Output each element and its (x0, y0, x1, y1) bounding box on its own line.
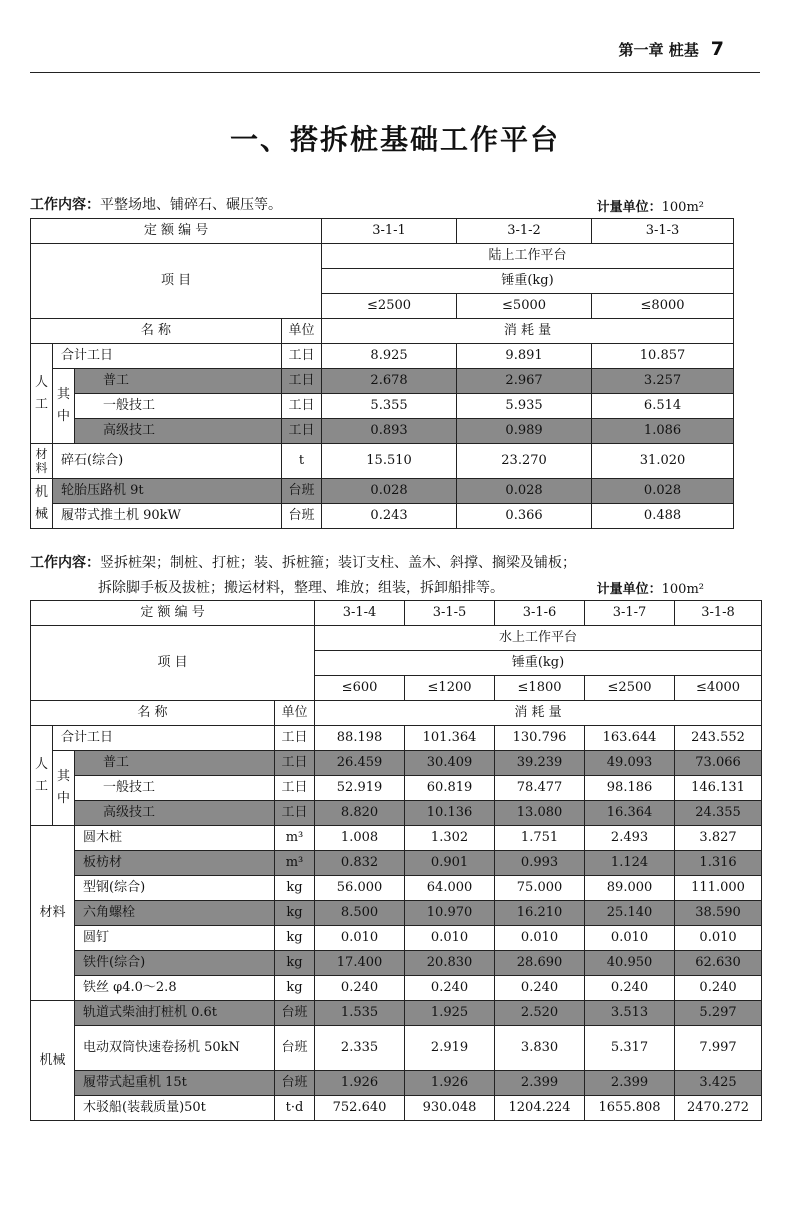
work-content-1 (30, 194, 282, 214)
cell-value: 2.335 (315, 1026, 405, 1071)
cell-value: 16.210 (495, 901, 585, 926)
cell-value: 16.364 (585, 801, 675, 826)
cell-value: 0.240 (315, 976, 405, 1001)
cell-value: 1.086 (592, 419, 734, 444)
quota-code: 3-1-2 (457, 219, 592, 244)
cell-value: 0.028 (592, 479, 734, 504)
cell-value: 2.493 (585, 826, 675, 851)
name-column-header: 名 称 (31, 319, 282, 344)
cell-value: 1.302 (405, 826, 495, 851)
cell-value: 5.355 (322, 394, 457, 419)
table-row (31, 951, 762, 976)
quota-code: 3-1-6 (495, 601, 585, 626)
row-unit: kg (275, 901, 315, 926)
table-row (31, 1096, 762, 1121)
row-unit: 工日 (275, 751, 315, 776)
cell-value: 52.919 (315, 776, 405, 801)
group-labor: 人工 (31, 344, 53, 444)
row-name: 六角螺栓 (75, 901, 275, 926)
row-name: 普工 (75, 369, 282, 394)
cell-value: 6.514 (592, 394, 734, 419)
cell-value: 5.317 (585, 1026, 675, 1071)
platform-type: 水上工作平台 (315, 626, 762, 651)
hammer-weight: ≤5000 (457, 294, 592, 319)
cell-value: 7.997 (675, 1026, 762, 1071)
cell-value: 17.400 (315, 951, 405, 976)
row-unit: 工日 (282, 344, 322, 369)
cell-value: 1204.224 (495, 1096, 585, 1121)
table-row (31, 776, 762, 801)
header-rule (30, 72, 760, 73)
item-label: 项 目 (31, 626, 315, 701)
page-header (619, 38, 724, 60)
cell-value: 0.993 (495, 851, 585, 876)
cell-value: 38.590 (675, 901, 762, 926)
row-name: 一般技工 (75, 394, 282, 419)
cell-value: 130.796 (495, 726, 585, 751)
table-row (31, 851, 762, 876)
item-label: 项 目 (31, 244, 322, 319)
group-machine: 机械 (31, 1001, 75, 1121)
cell-value: 20.830 (405, 951, 495, 976)
cell-value: 9.891 (457, 344, 592, 369)
cell-value: 56.000 (315, 876, 405, 901)
cell-value: 0.243 (322, 504, 457, 529)
hammer-weight-label: 锤重(kg) (315, 651, 762, 676)
row-unit: kg (275, 976, 315, 1001)
table-row (31, 876, 762, 901)
section-title: 一、搭拆桩基础工作平台 (229, 123, 560, 156)
cell-value: 2470.272 (675, 1096, 762, 1121)
cell-value: 752.640 (315, 1096, 405, 1121)
consumption-header: 消 耗 量 (315, 701, 762, 726)
row-name: 木驳船(装载质量)50t (75, 1096, 275, 1121)
hammer-weight: ≤2500 (585, 676, 675, 701)
row-name: 高级技工 (75, 801, 275, 826)
cell-value: 30.409 (405, 751, 495, 776)
table-row (31, 504, 734, 529)
quota-table-2 (30, 600, 762, 1121)
quota-number-label: 定 额 编 号 (31, 601, 315, 626)
name-column-header: 名 称 (31, 701, 275, 726)
cell-value: 10.970 (405, 901, 495, 926)
cell-value: 1.926 (405, 1071, 495, 1096)
cell-value: 98.186 (585, 776, 675, 801)
table-row (31, 826, 762, 851)
row-name: 轮胎压路机 9t (53, 479, 282, 504)
row-name: 铁件(综合) (75, 951, 275, 976)
cell-value: 0.028 (322, 479, 457, 504)
table-row (31, 344, 734, 369)
table-row (31, 926, 762, 951)
cell-value: 88.198 (315, 726, 405, 751)
cell-value: 0.010 (315, 926, 405, 951)
row-name: 合计工日 (53, 726, 275, 751)
row-unit: 工日 (275, 801, 315, 826)
cell-value: 0.366 (457, 504, 592, 529)
table-row (31, 751, 762, 776)
hammer-weight: ≤1200 (405, 676, 495, 701)
quota-table-1 (30, 218, 734, 529)
cell-value: 2.399 (495, 1071, 585, 1096)
measure-unit-label: 计量单位： (596, 200, 662, 215)
cell-value: 64.000 (405, 876, 495, 901)
quota-code: 3-1-3 (592, 219, 734, 244)
cell-value: 0.240 (675, 976, 762, 1001)
work-content-label: 工作内容： (30, 197, 100, 213)
cell-value: 3.257 (592, 369, 734, 394)
consumption-header: 消 耗 量 (322, 319, 734, 344)
cell-value: 78.477 (495, 776, 585, 801)
cell-value: 1.535 (315, 1001, 405, 1026)
cell-value: 2.919 (405, 1026, 495, 1071)
quota-code: 3-1-8 (675, 601, 762, 626)
cell-value: 62.630 (675, 951, 762, 976)
cell-value: 0.488 (592, 504, 734, 529)
row-unit: 台班 (282, 504, 322, 529)
cell-value: 0.901 (405, 851, 495, 876)
row-name: 轨道式柴油打桩机 0.6t (75, 1001, 275, 1026)
cell-value: 2.399 (585, 1071, 675, 1096)
cell-value: 26.459 (315, 751, 405, 776)
table-row (31, 1071, 762, 1096)
group-machine: 机械 (31, 479, 53, 529)
cell-value: 163.644 (585, 726, 675, 751)
cell-value: 0.832 (315, 851, 405, 876)
table-row (31, 479, 734, 504)
measure-unit-value: 100m² (661, 200, 704, 215)
row-name: 履带式推土机 90kW (53, 504, 282, 529)
cell-value: 5.297 (675, 1001, 762, 1026)
platform-type: 陆上工作平台 (322, 244, 734, 269)
cell-value: 5.935 (457, 394, 592, 419)
table-row (31, 444, 734, 479)
group-labor: 人工 (31, 726, 53, 826)
cell-value: 15.510 (322, 444, 457, 479)
cell-value: 0.240 (495, 976, 585, 1001)
row-unit: kg (275, 876, 315, 901)
work-content-2-line2 (98, 577, 504, 597)
row-unit: 台班 (282, 479, 322, 504)
cell-value: 1.926 (315, 1071, 405, 1096)
group-material: 材料 (31, 826, 75, 1001)
cell-value: 49.093 (585, 751, 675, 776)
cell-value: 243.552 (675, 726, 762, 751)
cell-value: 13.080 (495, 801, 585, 826)
row-name: 电动双筒快速卷扬机 50kN (75, 1026, 275, 1071)
cell-value: 39.239 (495, 751, 585, 776)
table-row (31, 726, 762, 751)
row-name: 合计工日 (53, 344, 282, 369)
group-among: 其中 (53, 751, 75, 826)
table-row (31, 976, 762, 1001)
table-row (31, 369, 734, 394)
cell-value: 73.066 (675, 751, 762, 776)
quota-code: 3-1-5 (405, 601, 495, 626)
cell-value: 0.028 (457, 479, 592, 504)
cell-value: 3.827 (675, 826, 762, 851)
row-name: 铁丝 φ4.0～2.8 (75, 976, 275, 1001)
work-content-label: 工作内容： (30, 555, 100, 571)
row-unit: t·d (275, 1096, 315, 1121)
table-row (31, 1001, 762, 1026)
cell-value: 28.690 (495, 951, 585, 976)
cell-value: 1.751 (495, 826, 585, 851)
row-unit: kg (275, 951, 315, 976)
cell-value: 1.925 (405, 1001, 495, 1026)
cell-value: 75.000 (495, 876, 585, 901)
cell-value: 2.967 (457, 369, 592, 394)
row-unit: m³ (275, 826, 315, 851)
cell-value: 2.520 (495, 1001, 585, 1026)
cell-value: 10.857 (592, 344, 734, 369)
row-unit: 台班 (275, 1026, 315, 1071)
hammer-weight: ≤1800 (495, 676, 585, 701)
cell-value: 930.048 (405, 1096, 495, 1121)
row-unit: 工日 (282, 369, 322, 394)
cell-value: 8.925 (322, 344, 457, 369)
group-among: 其中 (53, 369, 75, 444)
cell-value: 2.678 (322, 369, 457, 394)
cell-value: 60.819 (405, 776, 495, 801)
cell-value: 40.950 (585, 951, 675, 976)
cell-value: 89.000 (585, 876, 675, 901)
hammer-weight: ≤4000 (675, 676, 762, 701)
hammer-weight: ≤600 (315, 676, 405, 701)
measure-unit-2 (597, 578, 704, 597)
cell-value: 3.513 (585, 1001, 675, 1026)
row-name: 履带式起重机 15t (75, 1071, 275, 1096)
quota-code: 3-1-1 (322, 219, 457, 244)
cell-value: 1.124 (585, 851, 675, 876)
work-content-2 (30, 552, 576, 572)
row-name: 圆木桩 (75, 826, 275, 851)
cell-value: 0.010 (585, 926, 675, 951)
quota-number-label: 定 额 编 号 (31, 219, 322, 244)
group-material: 材料 (31, 444, 53, 479)
cell-value: 0.010 (495, 926, 585, 951)
cell-value: 0.010 (405, 926, 495, 951)
measure-unit-label: 计量单位： (596, 582, 662, 597)
work-content-text: 拆除脚手板及拔桩；搬运材料，整理、堆放；组装，拆卸船排等。 (98, 580, 504, 596)
row-name: 一般技工 (75, 776, 275, 801)
table-row (31, 901, 762, 926)
unit-column-header: 单位 (282, 319, 322, 344)
page-number: 7 (710, 38, 724, 60)
cell-value: 8.500 (315, 901, 405, 926)
row-unit: m³ (275, 851, 315, 876)
row-unit: 工日 (282, 394, 322, 419)
table-row (31, 419, 734, 444)
row-name: 型钢(综合) (75, 876, 275, 901)
cell-value: 25.140 (585, 901, 675, 926)
cell-value: 111.000 (675, 876, 762, 901)
row-unit: 工日 (275, 776, 315, 801)
unit-column-header: 单位 (275, 701, 315, 726)
hammer-weight-label: 锤重(kg) (322, 269, 734, 294)
hammer-weight: ≤2500 (322, 294, 457, 319)
measure-unit-value: 100m² (661, 582, 704, 597)
quota-code: 3-1-7 (585, 601, 675, 626)
row-unit: 工日 (275, 726, 315, 751)
cell-value: 3.830 (495, 1026, 585, 1071)
cell-value: 31.020 (592, 444, 734, 479)
table-row (31, 1026, 762, 1071)
cell-value: 0.010 (675, 926, 762, 951)
chapter-title: 第一章 桩基 (618, 41, 699, 59)
work-content-text: 平整场地、铺碎石、碾压等。 (100, 197, 282, 213)
row-name: 高级技工 (75, 419, 282, 444)
row-unit: 工日 (282, 419, 322, 444)
cell-value: 1.316 (675, 851, 762, 876)
cell-value: 1.008 (315, 826, 405, 851)
cell-value: 146.131 (675, 776, 762, 801)
cell-value: 101.364 (405, 726, 495, 751)
cell-value: 0.893 (322, 419, 457, 444)
cell-value: 8.820 (315, 801, 405, 826)
row-unit: 台班 (275, 1001, 315, 1026)
row-unit: t (282, 444, 322, 479)
quota-code: 3-1-4 (315, 601, 405, 626)
cell-value: 23.270 (457, 444, 592, 479)
table-row (31, 394, 734, 419)
row-name: 碎石(综合) (53, 444, 282, 479)
table-row (31, 801, 762, 826)
row-unit: kg (275, 926, 315, 951)
row-name: 圆钉 (75, 926, 275, 951)
row-name: 普工 (75, 751, 275, 776)
cell-value: 0.989 (457, 419, 592, 444)
cell-value: 10.136 (405, 801, 495, 826)
cell-value: 1655.808 (585, 1096, 675, 1121)
cell-value: 0.240 (405, 976, 495, 1001)
row-name: 板枋材 (75, 851, 275, 876)
cell-value: 0.240 (585, 976, 675, 1001)
hammer-weight: ≤8000 (592, 294, 734, 319)
cell-value: 24.355 (675, 801, 762, 826)
work-content-text: 竖拆桩架；制桩、打桩；装、拆桩箍；装订支柱、盖木、斜撑、搁梁及铺板； (100, 555, 576, 571)
measure-unit-1 (597, 196, 704, 215)
row-unit: 台班 (275, 1071, 315, 1096)
cell-value: 3.425 (675, 1071, 762, 1096)
